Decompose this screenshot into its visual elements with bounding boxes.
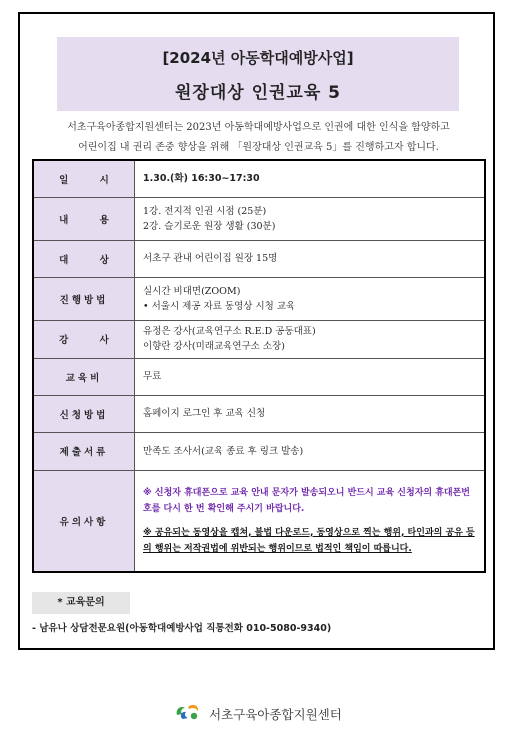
table-row-apply — [33, 395, 485, 432]
row-value: 실시간 비대면(ZOOM) • 서울시 제공 자료 동영상 시청 교육 — [135, 277, 486, 320]
intro-line-2: 어린이집 내 권리 존중 향상을 위해 「원장대상 인권교육 5」를 진행하고자 합니다. — [78, 142, 439, 153]
row-value: 서초구 관내 어린이집 원장 15명 — [135, 240, 486, 277]
notice-1: ※ 신청자 휴대폰으로 교육 안내 문자가 발송되오니 반드시 교육 신청자의 휴대폰번호를 다시 한 번 확인해 주시기 바랍니다. — [143, 487, 470, 514]
org-name: 서초구육아종합지원센터 — [209, 707, 342, 722]
table-row-notice — [33, 470, 485, 572]
row-value: 1.30.(화) 16:30~17:30 — [135, 160, 486, 197]
row-label: 제출서류 — [33, 432, 135, 470]
row-label: 강 사 — [33, 320, 135, 358]
row-value — [135, 470, 486, 572]
row-value: 만족도 조사서(교육 종료 후 링크 발송) — [135, 432, 486, 470]
table-row-date — [33, 160, 485, 197]
table-row-fee — [33, 358, 485, 395]
title-banner — [57, 37, 459, 111]
intro-paragraph — [40, 118, 477, 158]
row-value: 무료 — [135, 358, 486, 395]
table-row-method — [33, 277, 485, 320]
row-label: 신청방법 — [33, 395, 135, 432]
table-row-target — [33, 240, 485, 277]
row-label: 교육비 — [33, 358, 135, 395]
intro-line-1: 서초구육아종합지원센터는 2023년 아동학대예방사업으로 인권에 대한 인식을 함양하고 — [67, 122, 450, 133]
notice-2: ※ 공유되는 동영상을 캡쳐, 불법 다운로드, 동영상으로 찍는 행위, 타인과의 공유 등의 행위는 저작권법에 위반되는 행위이므로 법적인 책임이 따릅니다. — [143, 527, 475, 554]
contact-info: - 남유나 상담전문요원(아동학대예방사업 직통전화 010-5080-9340) — [32, 623, 332, 634]
row-label: 대 상 — [33, 240, 135, 277]
contact-heading: * 교육문의 — [32, 592, 130, 614]
row-label: 일 시 — [33, 160, 135, 197]
title-line-1: [2024년 아동학대예방사업] — [162, 49, 354, 67]
row-value: 유정은 강사(교육연구소 R.E.D 공동대표) 이향란 강사(미래교육연구소 소장) — [135, 320, 486, 358]
table-row-content — [33, 197, 485, 240]
footer-logo — [173, 701, 342, 727]
document-frame — [18, 12, 495, 650]
info-table — [32, 159, 486, 573]
table-row-instructor — [33, 320, 485, 358]
table-row-documents — [33, 432, 485, 470]
row-value: 1강. 전지적 인권 시점 (25분) 2강. 슬기로운 원장 생활 (30분) — [135, 197, 486, 240]
row-label: 유의사항 — [33, 470, 135, 572]
page-title: 원장대상 인권교육 5 — [174, 83, 342, 103]
row-value: 홈페이지 로그인 후 교육 신청 — [135, 395, 486, 432]
row-label: 진행방법 — [33, 277, 135, 320]
row-label: 내 용 — [33, 197, 135, 240]
seocho-logo-icon — [173, 701, 203, 727]
